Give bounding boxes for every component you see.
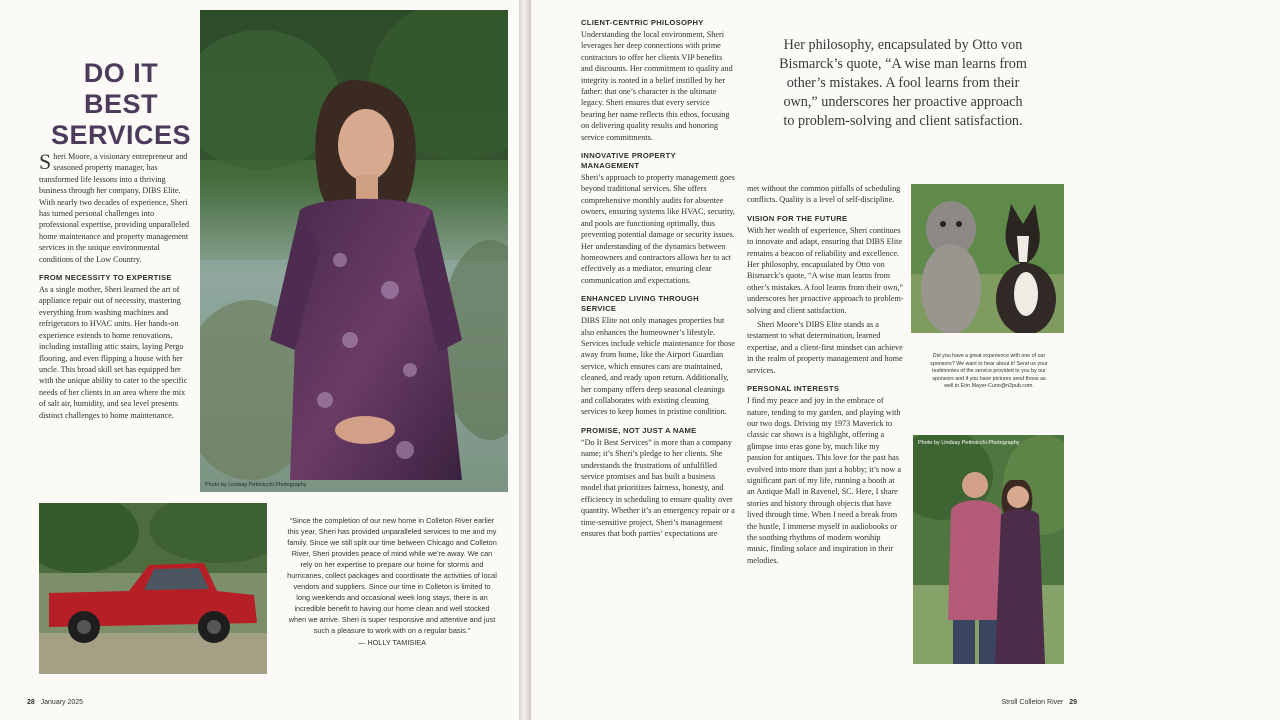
- left-text-column: [39, 151, 190, 424]
- article-title: [46, 58, 196, 151]
- portrait-photo-credit: Photo by Lindsay Pettinicchi Photography: [205, 482, 307, 488]
- testimonial-author: — HOLLY TAMISIEA: [358, 638, 426, 647]
- heading-innovative: INNOVATIVE PROPERTY MANAGEMENT: [581, 151, 676, 171]
- pull-quote: Her philosophy, encapsulated by Otto von Bismarck’s quote, “A wise man learns from other’s mistakes. A fool learns from their own,” underscores her proactive approach to problem-solving and client satisfaction.: [779, 37, 1027, 129]
- spine-gutter: [519, 0, 531, 720]
- couple-photo-graphic: [913, 435, 1064, 664]
- right-folio: [1002, 699, 1078, 706]
- left-page: [0, 0, 519, 720]
- right-page-number: 29: [1069, 699, 1077, 706]
- heading-vision: VISION FOR THE FUTURE: [747, 213, 848, 223]
- couple-photo: [913, 435, 1064, 664]
- right-text-column-1: [581, 18, 735, 542]
- heading-promise: PROMISE, NOT JUST A NAME: [581, 425, 697, 435]
- left-folio: [27, 699, 83, 706]
- text-conclusion: Sheri Moore’s DIBS Elite stands as a testament to what determination, learned expertise, and a client-first mindset can achieve in the realm of property management and home services.: [747, 320, 903, 375]
- publication-name: Stroll Colleton River: [1001, 699, 1064, 706]
- section-heading-necessity: FROM NECESSITY TO EXPERTISE: [39, 273, 172, 283]
- text-enhanced-living: DIBS Elite not only manages properties but also enhances the homeowner’s lifestyle. Services include vehicle maintenance for those away from home, like the Airport Guardian service, which ensures cars are maintained, cleaned, and ready upon return. Additionally, her company offers deep seasonal cleanings and collaborates with existing cleaning services to keep homes in pristine condition.: [581, 316, 735, 417]
- section-text-necessity: As a single mother, Sheri learned the art of appliance repair out of necessity, mastering everything from washing machines and refrigerators to HVAC units. Her hands-on experience extends to home renovations, including installing attic stairs, laying Pergo flooring, and even flipping a house with her uncle. This broad skill set has equipped her with the unique ability to cater to the specific needs of her clients in an area where the mix of salt air, humidity, and sea level presents distinct challenges to home maintenance.: [39, 285, 188, 420]
- right-page: [531, 0, 1280, 720]
- text-personal-interests: I find my peace and joy in the embrace of nature, tending to my garden, and playing with our two dogs. Driving my 1973 Maverick to classic car shows is a highlight, offering a glimpse into eras gone by, much like my passion for antiques. This love for the past has evolved into more than just a hobby; it’s now a significant part of my life, running a booth at an Antique Mall in Ravenel, SC. Here, I share stories and history through objects that have lived through time. When I need a break from the hustle, I immerse myself in audiobooks or the soothing rhythms of modern worship music, finding solace and inspiration in their melodies.: [747, 396, 901, 565]
- testimonial-quote: [286, 515, 498, 648]
- heading-personal-interests: PERSONAL INTERESTS: [747, 384, 840, 394]
- heading-enhanced-living: ENHANCED LIVING THROUGH SERVICE: [581, 294, 699, 314]
- dogs-photo: [911, 184, 1064, 333]
- dogs-photo-graphic: [911, 184, 1064, 333]
- text-promise-continued: met without the common pitfalls of scheduling conflicts. Quality is a level of self-discipline.: [747, 184, 901, 205]
- title-line-2: SERVICES: [50, 120, 192, 150]
- truck-photo-graphic: [39, 503, 267, 674]
- intro-paragraph: Sheri Moore, a visionary entrepreneur and seasoned property manager, has transformed life lessons into a thriving business through her company, DIBS Elite. With nearly two decades of experience, Sheri has turned personal challenges into professional expertise, providing unparalleled home maintenance and property management services in the unique environmental conditions of the Low Country.: [39, 149, 190, 264]
- portrait-photo: [200, 10, 508, 492]
- right-text-column-2: [747, 183, 904, 569]
- portrait-photo-graphic: [200, 10, 508, 492]
- left-page-number: 28: [27, 699, 35, 706]
- truck-photo: [39, 503, 267, 674]
- sponsor-note: Did you have a great experience with one of our sponsors? We want to hear about it! Send us your testimonies of the service provided to you by our sponsors and if you have pictures send those as well to Erin.Mayer-Cuno@n2pub.com.: [930, 353, 1048, 390]
- heading-client-centric: CLIENT-CENTRIC PHILOSOPHY: [581, 18, 704, 27]
- text-innovative: Sheri’s approach to property management goes beyond traditional services. She offers comprehensive monthly audits for absentee owners, ensuring systems like HVAC, security, and pools are functioning optimally, thus preventing potential damage or security issues. Her understanding of the dynamics between homeowners and contractors allows her to act effectively as a mediator, ensuring clear communication and expectations.: [581, 173, 735, 285]
- text-promise: “Do It Best Services” is more than a company name; it’s Sheri’s pledge to her clients. She understands the frustrations of unfulfilled service promises and has built a business model that prioritizes fairness, honesty, and efficiency in scheduling to ensure quality over quantity. Whether it’s an emergency repair or a time-sensitive project, Sheri’s management ensures that both parties’ expectations are: [581, 437, 735, 539]
- title-line-1: DO IT BEST: [83, 58, 159, 119]
- couple-photo-credit: Photo by Lindsay Pettinicchi Photography: [918, 440, 1020, 446]
- drop-cap: S: [39, 149, 52, 174]
- issue-date: January 2025: [40, 699, 84, 706]
- testimonial-text: “Since the completion of our new home in Colleton River earlier this year, Sheri has provided unparalleled services to me and my family. Since we still split our time between Chicago and Colleton River, Sheri provides peace of mind while we’re away. We can rely on her expertise to prepare our home for storms and hurricanes, collect packages and coordinate the activities of local vendors and suppliers. Since our time in Colleton is limited to long weekends and occasional week long stays, there is an incredible benefit to having our home clean and well stocked when we arrive. Sheri is super responsive and attentive and just such a pleasure to work with on a regular basis.”: [287, 516, 497, 635]
- text-client-centric: Understanding the local environment, Sheri leverages her deep connections with prime contractors to offer her clients VIP benefits and discounts. Her commitment to quality and integrity is rooted in a belief instilled by her father: that one’s character is the ultimate legacy. Sheri ensures that every service bearing her name reflects this ethos, focusing on delivering quality results and honoring service commitments.: [581, 30, 733, 142]
- text-vision: With her wealth of experience, Sheri continues to innovate and adapt, ensuring that DIBS Elite remains a beacon of reliability and excellence. Her philosophy, encapsulated by Otto von Bismarck’s quote, “A wise man learns from other’s mistakes. A fool learns from their own,” underscores her proactive approach to problem-solving and client satisfaction.: [747, 225, 904, 315]
